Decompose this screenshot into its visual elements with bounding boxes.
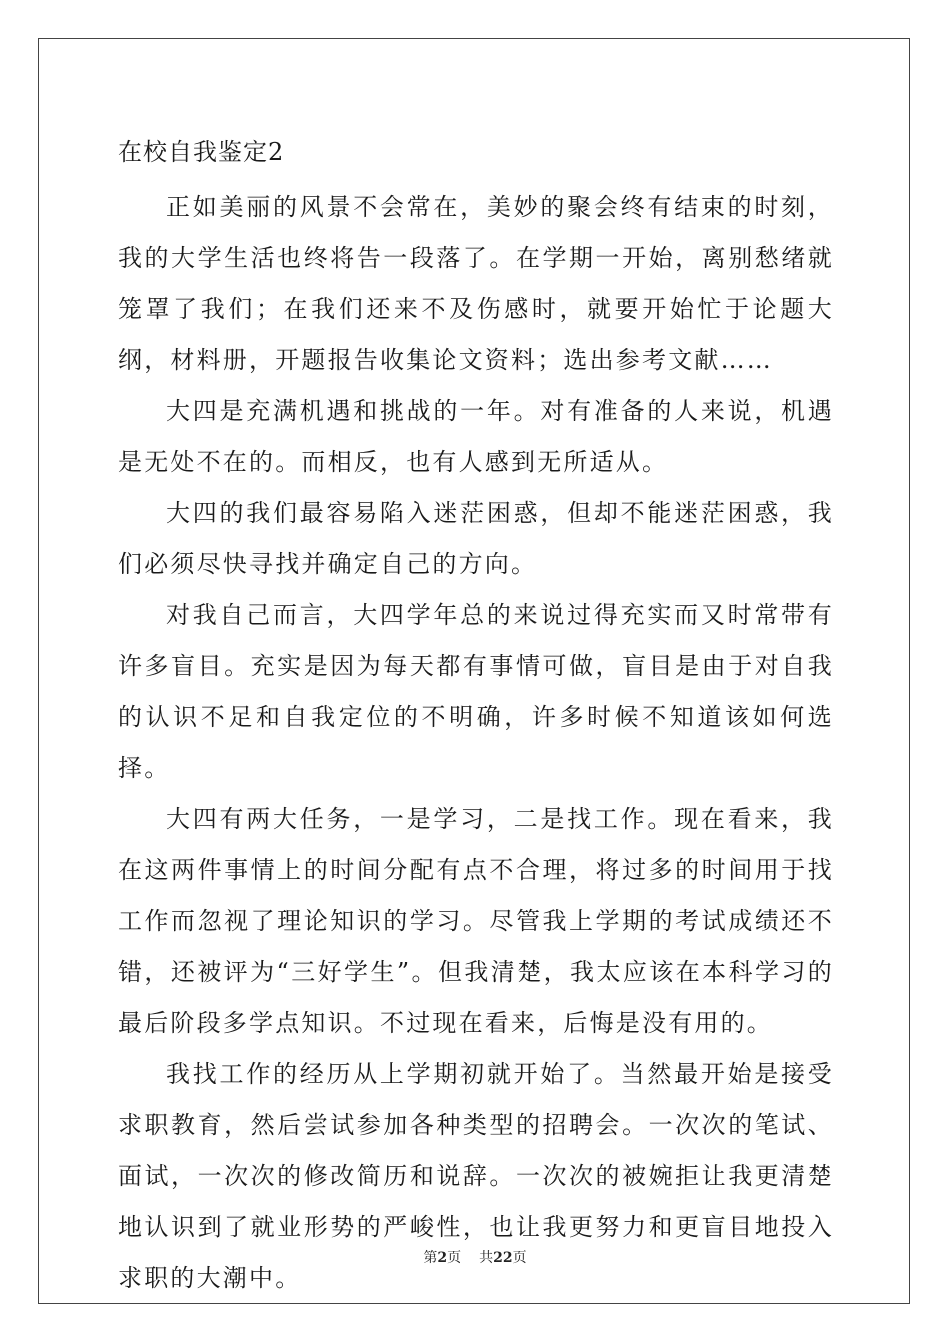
paragraph-1: 正如美丽的风景不会常在，美妙的聚会终有结束的时刻，我的大学生活也终将告一段落了。在学期一开始，离别愁绪就笼罩了我们；在我们还来不及伤感时，就要开始忙于论题大纲，材料册，开题报告收集论文资料；选出参考文献…… [118,193,834,374]
paragraph-2: 大四是充满机遇和挑战的一年。对有准备的人来说，机遇是无处不在的。而相反，也有人感到无所适从。 [118,397,834,476]
total-pages-indicator: 共22页 [479,1250,527,1266]
page-indicator: 第2页 [423,1250,462,1266]
document-body [118,128,834,1304]
page-footer [0,1248,950,1268]
paragraph-5: 大四有两大任务，一是学习，二是找工作。现在看来，我在这两件事情上的时间分配有点不合理，将过多的时间用于找工作而忽视了理论知识的学习。尽管我上学期的考试成绩还不错，还被评为“三好学生”。但我清楚，我太应该在本科学习的最后阶段多学点知识。不过现在看来，后悔是没有用的。 [118,805,834,1037]
paragraph-4: 对我自己而言，大四学年总的来说过得充实而又时常带有许多盲目。充实是因为每天都有事情可做，盲目是由于对自我的认识不足和自我定位的不明确，许多时候不知道该如何选择。 [118,601,834,782]
paragraph-3: 大四的我们最容易陷入迷茫困惑，但却不能迷茫困惑，我们必须尽快寻找并确定自己的方向。 [118,499,834,578]
total-pages-number: 22 [493,1250,513,1266]
current-page-number: 2 [437,1250,448,1266]
document-title: 在校自我鉴定2 [118,138,285,166]
paragraph-6: 我找工作的经历从上学期初就开始了。当然最开始是接受求职教育，然后尝试参加各种类型的招聘会。一次次的笔试、面试，一次次的修改简历和说辞。一次次的被婉拒让我更清楚地认识到了就业形势的严峻性，也让我更努力和更盲目地投入求职的大潮中。 [118,1060,834,1292]
